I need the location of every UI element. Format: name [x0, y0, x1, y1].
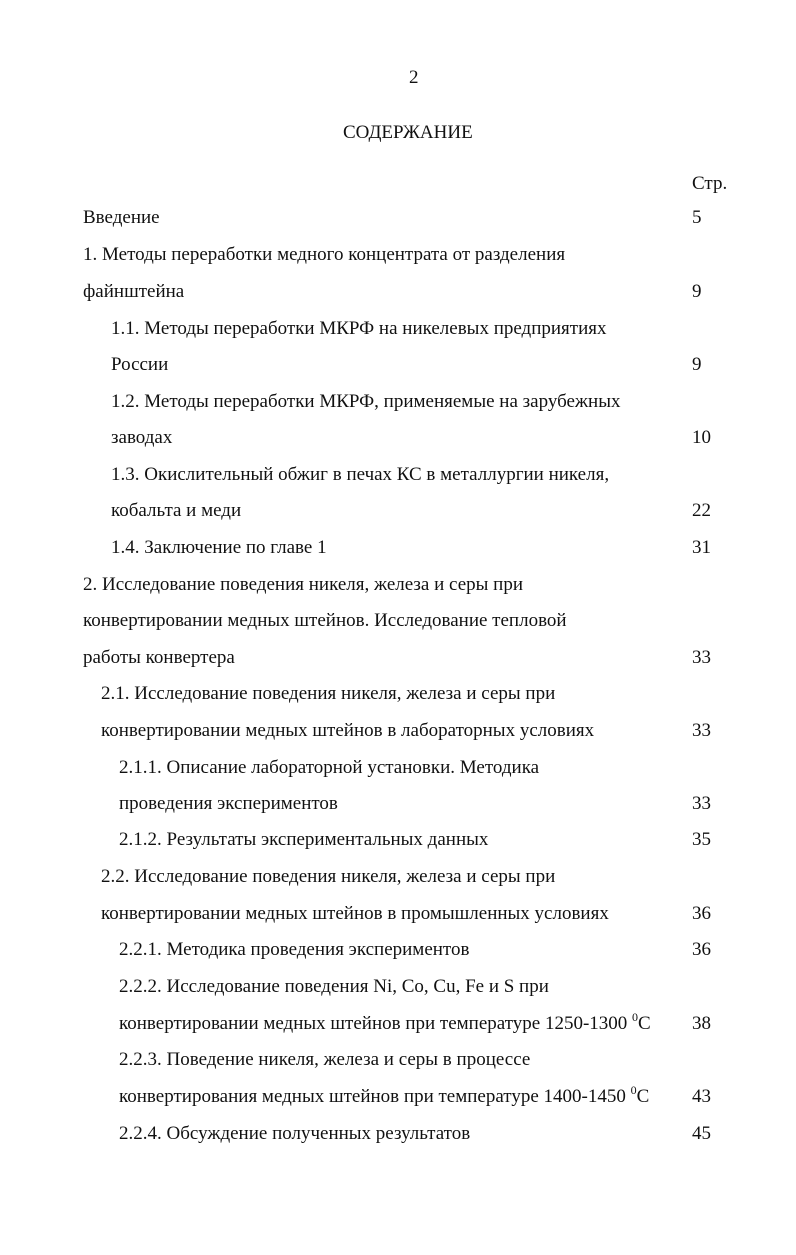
toc-entry-2-1-2-line-1: 2.1.2. Результаты экспериментальных данных — [119, 829, 489, 850]
toc-page-1: 9 — [692, 281, 702, 302]
page-number: 2 — [409, 67, 419, 88]
toc-page-2-2-4: 45 — [692, 1123, 711, 1144]
toc-page-1-2: 10 — [692, 427, 711, 448]
toc-entry-2-2-2-line-2-text: конвертировании медных штейнов при температуре 1250-1300 — [119, 1013, 628, 1034]
toc-entry-1-3-line-1: 1.3. Окислительный обжиг в печах КС в металлургии никеля, — [111, 464, 610, 485]
toc-entry-2-line-1: 2. Исследование поведения никеля, железа и серы при — [83, 574, 523, 595]
toc-page-1-4: 31 — [692, 537, 711, 558]
toc-entry-1-1-line-1: 1.1. Методы переработки МКРФ на никелевых предприятиях — [111, 318, 607, 339]
toc-page-2-1: 33 — [692, 720, 711, 741]
toc-page-2-2-2: 38 — [692, 1013, 711, 1034]
toc-page-2: 33 — [692, 647, 711, 668]
degree-sign: 0 — [632, 1010, 639, 1024]
temperature-unit: C — [636, 1086, 650, 1107]
toc-entry-2-2-2-line-1: 2.2.2. Исследование поведения Ni, Co, Cu, Fe и S при — [119, 976, 549, 997]
toc-entry-1-2-line-1: 1.2. Методы переработки МКРФ, применяемые на зарубежных — [111, 391, 621, 412]
toc-entry-2-2-3-line-2-text: конвертирования медных штейнов при температуре 1400-1450 — [119, 1086, 626, 1107]
toc-entry-2-1-line-2: конвертировании медных штейнов в лабораторных условиях — [101, 720, 595, 741]
degree-sign: 0 — [630, 1083, 637, 1097]
toc-entry-2-2-4-line-1: 2.2.4. Обсуждение полученных результатов — [119, 1123, 471, 1144]
toc-entry-2-2-3-line-1: 2.2.3. Поведение никеля, железа и серы в процессе — [119, 1049, 531, 1070]
toc-entry-2-2-line-2: конвертировании медных штейнов в промышленных условиях — [101, 903, 609, 924]
toc-entry-2-1-line-1: 2.1. Исследование поведения никеля, железа и серы при — [101, 683, 556, 704]
toc-page-2-1-1: 33 — [692, 793, 711, 814]
toc-page-2-2-3: 43 — [692, 1086, 711, 1107]
toc-entry-2-line-3: работы конвертера — [83, 647, 235, 668]
toc-page-2-1-2: 35 — [692, 829, 711, 850]
toc-entry-2-line-2: конвертировании медных штейнов. Исследование тепловой — [83, 610, 567, 631]
toc-page-1-1: 9 — [692, 354, 702, 375]
toc-entry-2-2-2-line-2 — [119, 1012, 651, 1037]
toc-entry-1-line-2: файнштейна — [83, 281, 185, 302]
toc-entry-1-2-line-2: заводах — [111, 427, 173, 448]
page-column-header: Стр. — [692, 173, 728, 194]
toc-entry-1-1-line-2: России — [111, 354, 169, 375]
temperature-unit: C — [638, 1013, 651, 1034]
toc-page-1-3: 22 — [692, 500, 711, 521]
toc-page-2-2-1: 36 — [692, 939, 711, 960]
toc-page-2-2: 36 — [692, 903, 711, 924]
toc-entry-intro-line-1: Введение — [83, 207, 160, 228]
toc-entry-2-1-1-line-2: проведения экспериментов — [119, 793, 338, 814]
page-title: СОДЕРЖАНИЕ — [343, 122, 473, 143]
toc-entry-1-4-line-1: 1.4. Заключение по главе 1 — [111, 537, 327, 558]
toc-entry-2-2-line-1: 2.2. Исследование поведения никеля, железа и серы при — [101, 866, 556, 887]
toc-entry-2-2-3-line-2 — [119, 1085, 649, 1110]
toc-entry-1-line-1: 1. Методы переработки медного концентрата от разделения — [83, 244, 566, 265]
toc-entry-2-1-1-line-1: 2.1.1. Описание лабораторной установки. Методика — [119, 757, 540, 778]
toc-page-intro: 5 — [692, 207, 702, 228]
toc-entry-2-2-1-line-1: 2.2.1. Методика проведения экспериментов — [119, 939, 470, 960]
toc-entry-1-3-line-2: кобальта и меди — [111, 500, 242, 521]
